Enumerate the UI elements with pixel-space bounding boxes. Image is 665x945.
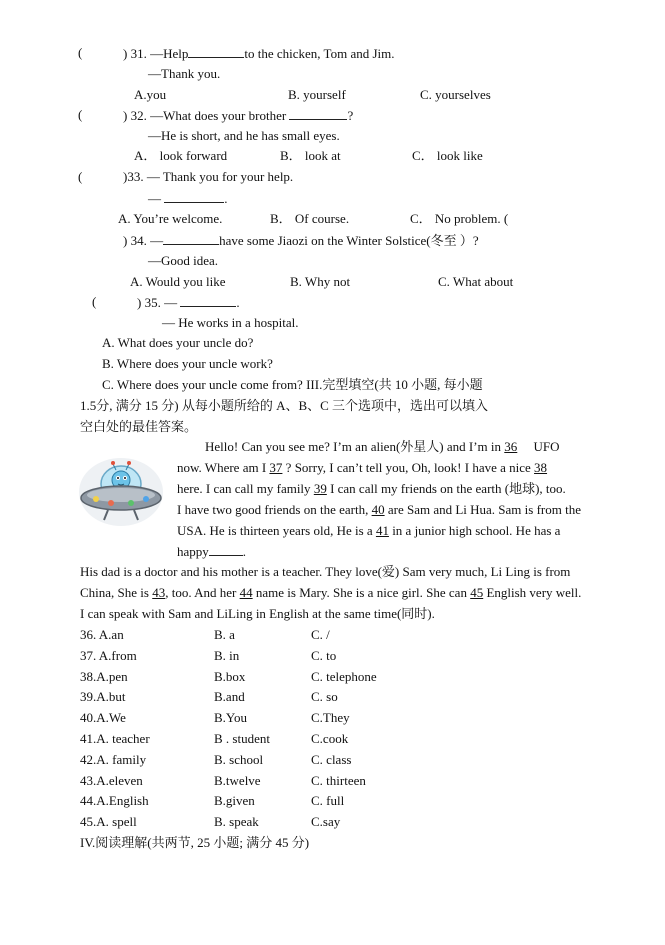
q35-paren: ( [92,294,97,309]
q35-stem [137,294,240,311]
q34-option-a[interactable]: A. Would you like [130,274,226,289]
passage-line-4 [177,502,581,518]
option-41-c[interactable]: C.cook [311,731,349,746]
option-41-b[interactable]: B . student [214,731,270,746]
blank-40: 40 [371,502,385,517]
q31-option-b[interactable]: B. yourself [288,87,346,102]
q35-num: ) 35. — [137,295,178,310]
passage-text: USA. He is thirteen years old, He is a [177,523,373,538]
blank-38: 38 [534,460,548,475]
q32-stem [123,107,353,124]
passage-text: English very well. [486,585,582,600]
q33-option-a[interactable]: A. You’re welcome. [118,211,223,226]
passage-text: here. I can call my family [177,481,311,496]
q34-option-c[interactable]: C. What about [438,274,514,289]
q34-blank[interactable] [163,232,219,245]
passage-text: ? Sorry, I can’t tell you, Oh, look! I have a nice [285,460,531,475]
option-37-a[interactable]: 37. A.from [80,648,137,663]
option-39-a[interactable]: 39.A.but [80,689,126,704]
q33-reply-end: . [224,191,228,206]
option-44-c[interactable]: C. full [311,793,345,808]
q31-reply: —Thank you. [148,66,221,81]
q31-paren-close: ) [123,46,128,61]
q35-reply: — He works in a hospital. [162,315,299,330]
q34-reply: —Good idea. [148,253,219,268]
option-40-c[interactable]: C.They [311,710,350,725]
blank-44: 44 [239,585,253,600]
q34-option-b[interactable]: B. Why not [290,274,351,289]
option-45-c[interactable]: C.say [311,814,341,829]
option-38-b[interactable]: B.box [214,669,246,684]
passage-text: name is Mary. She is a nice girl. She can [255,585,467,600]
q35-after: . [236,295,240,310]
blank-45: 45 [470,585,484,600]
option-42-c[interactable]: C. class [311,752,352,767]
q31-paren: ( [78,45,83,60]
option-42-a[interactable]: 42.A. family [80,752,147,767]
q34-after: have some Jiaozi on the Winter Solstice(冬至 ）? [219,233,479,248]
option-37-b[interactable]: B. in [214,648,240,663]
passage-line-5 [177,523,560,539]
q31-after: to the chicken, Tom and Jim. [244,46,395,61]
option-36-c[interactable]: C. / [311,627,330,642]
passage-text: I can call my friends on the earth (地球), too. [330,481,566,496]
option-38-c[interactable]: C. telephone [311,669,377,684]
q32-after: ? [347,108,354,123]
option-36-a[interactable]: 36. A.an [80,627,124,642]
q33-option-b[interactable]: B． Of course. [270,211,350,226]
passage-text: Hello! Can you see me? I’m an alien(外星人) and I’m in [205,439,502,454]
q34-stem [123,232,479,249]
q31-num: 31. —Help [130,46,189,61]
q31-blank[interactable] [188,45,244,58]
option-40-b[interactable]: B.You [214,710,248,725]
option-42-b[interactable]: B. school [214,752,264,767]
option-41-a[interactable]: 41.A. teacher [80,731,150,746]
passage-line-6: happy . [177,544,247,559]
option-43-c[interactable]: C. thirteen [311,773,366,788]
q32-blank[interactable] [289,107,347,120]
q35-option-c[interactable]: C. Where does your uncle come from? III.完型填空(共 10 小题, 每小题 [102,377,483,392]
passage-text: in a junior high school. He has a [392,523,561,538]
q32-option-a[interactable]: A． look forward [134,148,228,163]
q33-reply [148,190,228,207]
passage-text: UFO [533,439,560,454]
option-36-b[interactable]: B. a [214,627,235,642]
passage-text: are Sam and Li Hua. Sam is from the [387,502,581,517]
q33-paren: ( [78,169,83,184]
q32-reply: —He is short, and he has small eyes. [148,128,340,143]
q32-option-c[interactable]: C． look like [412,148,483,163]
passage-line-8 [80,585,581,601]
q35-option-a[interactable]: A. What does your uncle do? [102,335,254,350]
blank-42[interactable] [209,543,243,556]
passage-line-1 [205,439,560,455]
option-37-c[interactable]: C. to [311,648,337,663]
q35-option-b[interactable]: B. Where does your uncle work? [102,356,273,371]
option-44-b[interactable]: B.given [214,793,255,808]
q31-stem [123,45,395,62]
q31-option-a[interactable]: A.you [134,87,167,102]
section4-heading: IV.阅读理解(共两节, 25 小题; 满分 45 分) [80,835,310,850]
q32-paren: ( [78,107,83,122]
blank-41: 41 [375,523,389,538]
option-40-a[interactable]: 40.A.We [80,710,126,725]
passage-line-9: I can speak with Sam and LiLing in English at the same time(同时). [80,606,435,621]
q32-num: ) 32. —What does your brother [123,108,287,123]
passage-text: happy [177,544,209,559]
blank-36: 36 [504,439,518,454]
option-43-a[interactable]: 43.A.eleven [80,773,143,788]
section3-instructions-end: 空白处的最佳答案。 [80,419,198,434]
q33-reply-dash: — [148,191,161,206]
passage-text: China, She is [80,585,149,600]
ufo-alien-icon [78,448,164,528]
section3-instructions: 1.5分, 满分 15 分) 从每小题所给的 A、B、C 三个选项中，选出可以填入 [80,398,489,413]
q33-option-c[interactable]: C． No problem. ( [410,211,509,226]
passage-line-7: His dad is a doctor and his mother is a teacher. They love(爱) Sam very much, Li Ling is from [80,564,571,579]
option-43-b[interactable]: B.twelve [214,773,261,788]
option-45-b[interactable]: B. speak [214,814,259,829]
passage-text: , too. And her [165,585,237,600]
option-45-a[interactable]: 45.A. spell [80,814,137,829]
blank-43: 43 [152,585,166,600]
q35-blank[interactable] [180,294,236,307]
passage-line-3 [177,481,566,497]
passage-text: I have two good friends on the earth, [177,502,369,517]
option-39-b[interactable]: B.and [214,689,245,704]
q33-stem: )33. — Thank you for your help. [123,169,294,184]
option-39-c[interactable]: C. so [311,689,338,704]
passage-line-2 [177,460,547,476]
q31-option-c[interactable]: C. yourselves [420,87,491,102]
q32-option-b[interactable]: B． look at [280,148,341,163]
q34-num: ) 34. — [123,233,164,248]
option-44-a[interactable]: 44.A.English [80,793,149,808]
blank-39: 39 [313,481,327,496]
q33-blank[interactable] [164,190,224,203]
blank-37: 37 [269,460,283,475]
passage-text: now. Where am I [177,460,267,475]
option-38-a[interactable]: 38.A.pen [80,669,128,684]
